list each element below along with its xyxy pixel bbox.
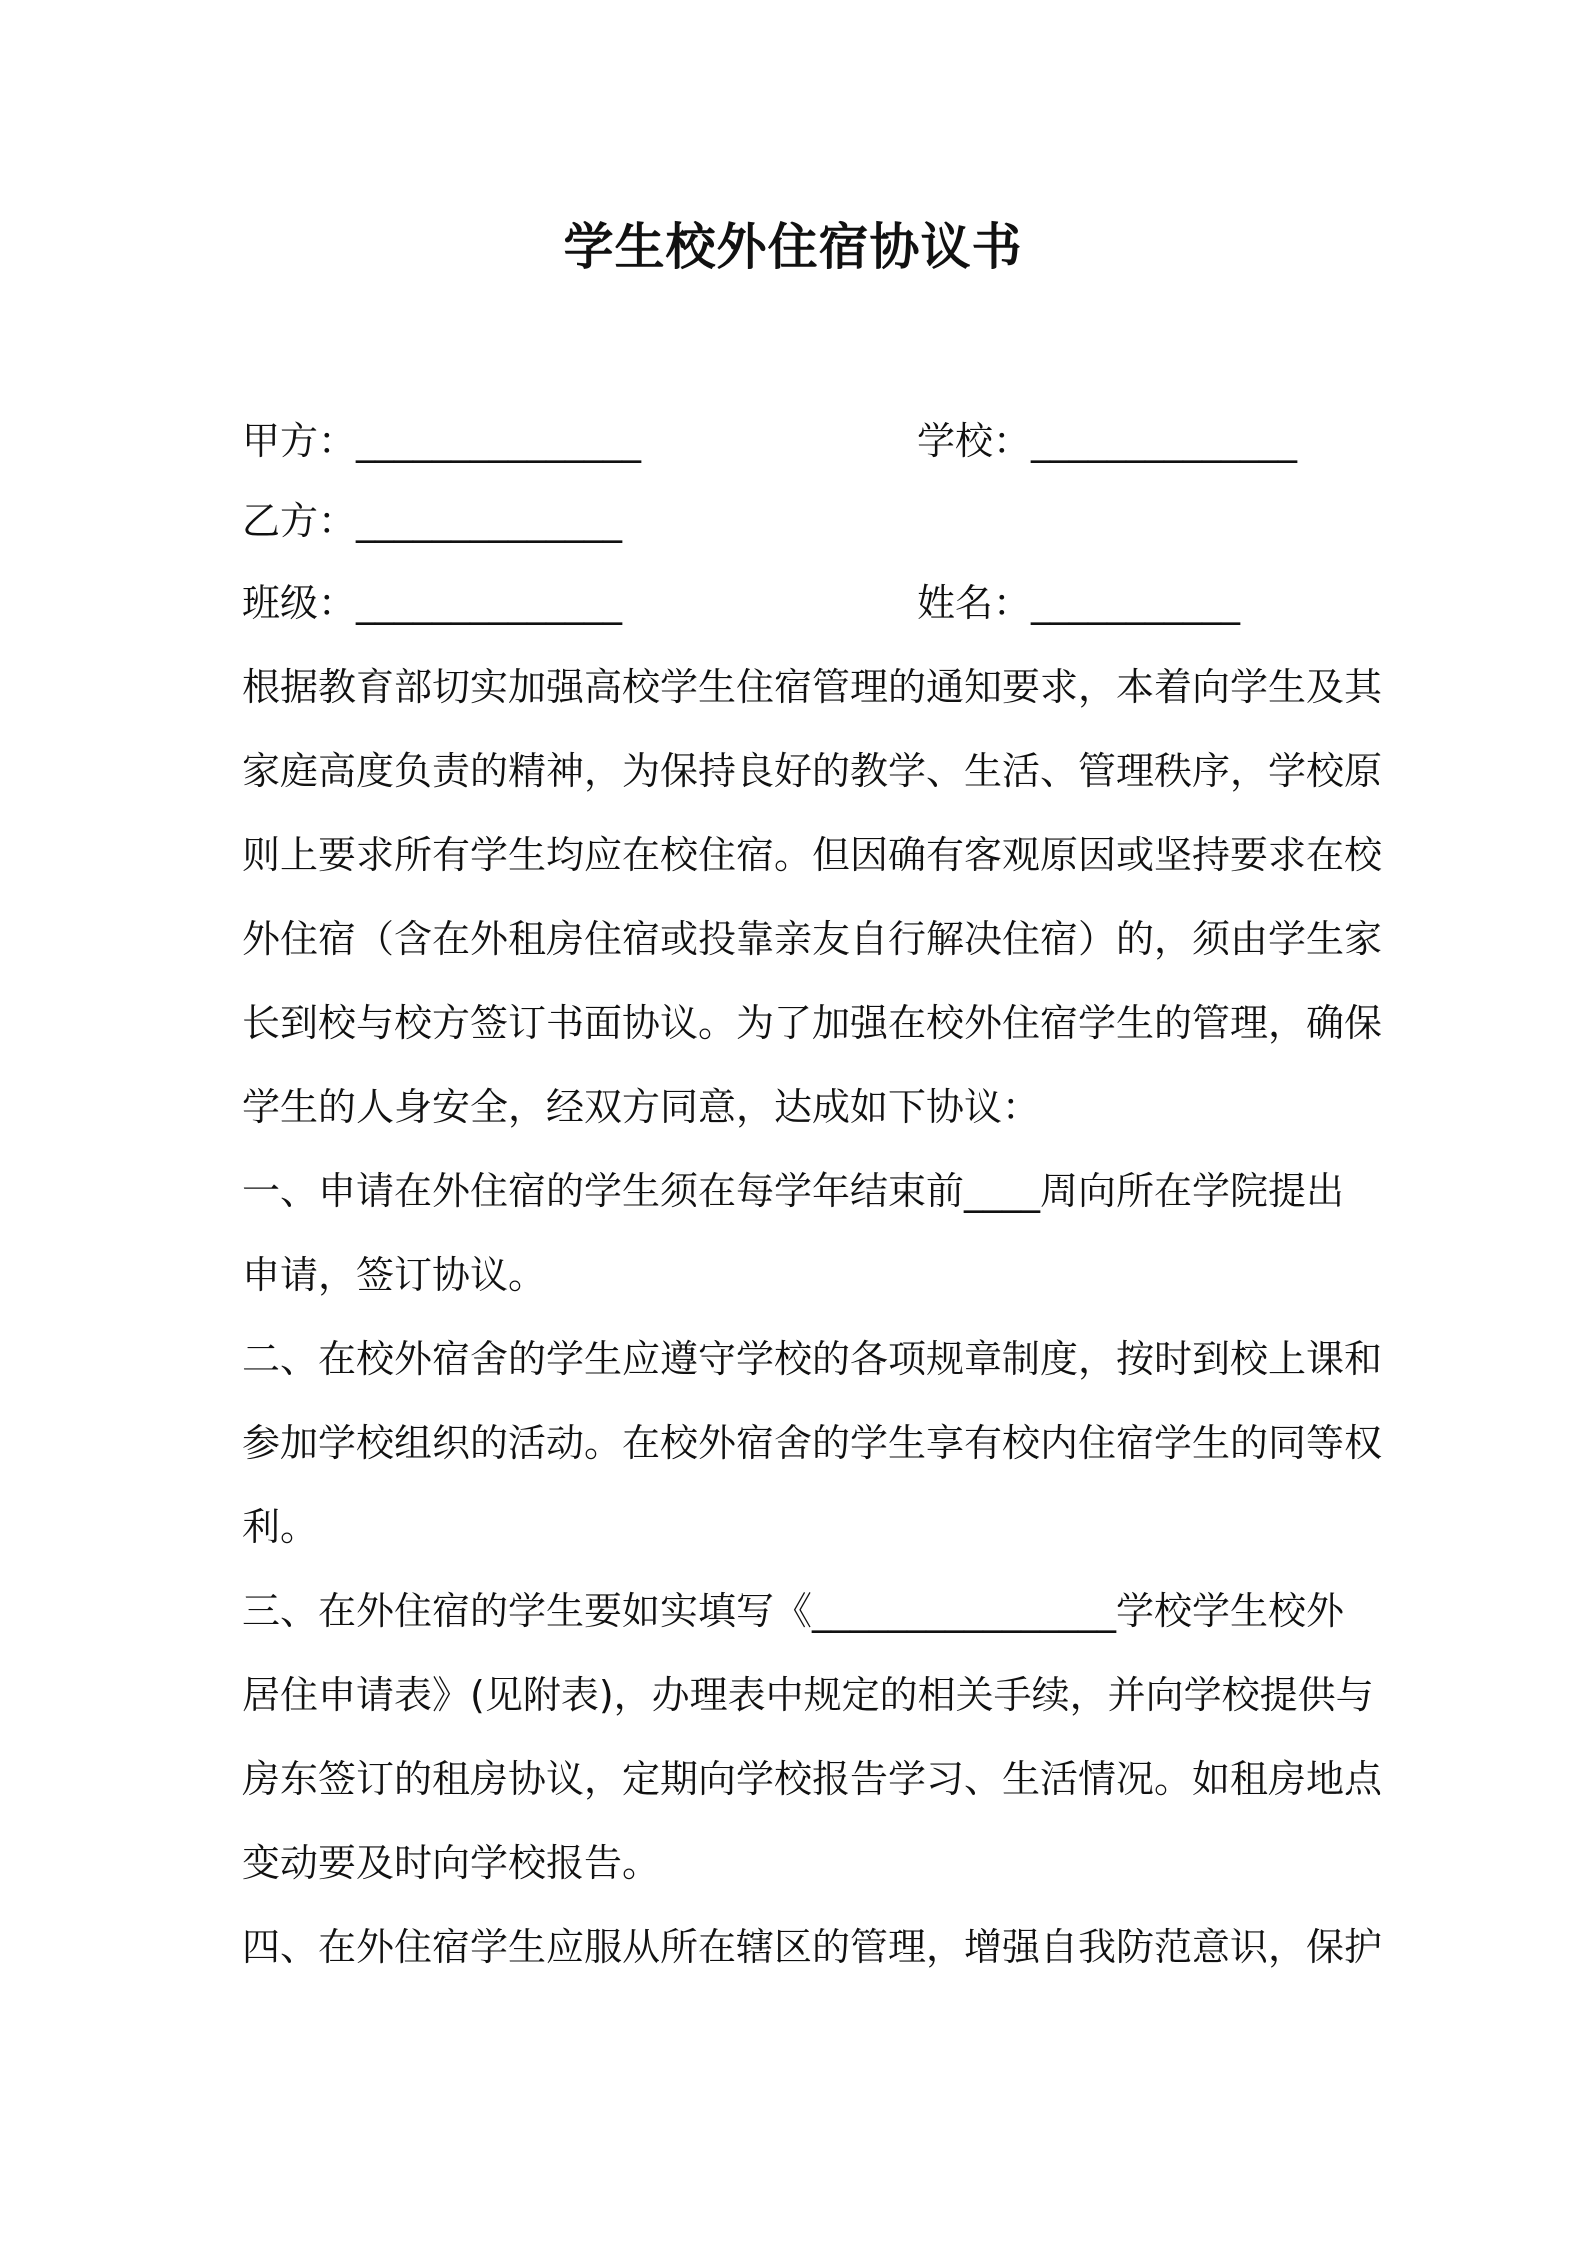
- paragraph-line: 外住宿（含在外租房住宿或投靠亲友自行解决住宿）的，须由学生家: [242, 917, 1383, 961]
- field-party-a: 甲方：_______________: [242, 419, 642, 463]
- field-name: 姓名：___________: [917, 581, 1241, 625]
- paragraph-line: 则上要求所有学生均应在校住宿。但因确有客观原因或坚持要求在校: [242, 833, 1383, 877]
- clause-line: 二、在校外宿舍的学生应遵守学校的各项规章制度，按时到校上课和: [242, 1337, 1383, 1381]
- clause-line: 参加学校组织的活动。在校外宿舍的学生享有校内住宿学生的同等权: [242, 1421, 1383, 1465]
- paragraph-line: 长到校与校方签订书面协议。为了加强在校外住宿学生的管理，确保: [242, 1001, 1383, 1045]
- paragraph-line: 家庭高度负责的精神，为保持良好的教学、生活、管理秩序，学校原: [242, 749, 1383, 793]
- paragraph-line: 学生的人身安全，经双方同意，达成如下协议：: [242, 1085, 1041, 1129]
- clause-line: 变动要及时向学校报告。: [242, 1841, 661, 1885]
- field-school: 学校：______________: [917, 419, 1298, 463]
- clause-line: 一、申请在外住宿的学生须在每学年结束前____周向所在学院提出: [242, 1169, 1345, 1213]
- clause-line: 申请，签订协议。: [242, 1253, 547, 1297]
- field-class: 班级：______________: [242, 581, 623, 625]
- clause-line: 居住申请表》(见附表)，办理表中规定的相关手续，并向学校提供与: [242, 1673, 1374, 1717]
- clause-line: 三、在外住宿的学生要如实填写《________________学校学生校外: [242, 1589, 1345, 1633]
- paragraph-line: 根据教育部切实加强高校学生住宿管理的通知要求，本着向学生及其: [242, 665, 1383, 709]
- field-party-b: 乙方：______________: [242, 499, 623, 543]
- document-title: 学生校外住宿协议书: [563, 218, 1023, 276]
- clause-line: 房东签订的租房协议，定期向学校报告学习、生活情况。如租房地点: [242, 1757, 1383, 1801]
- clause-line: 利。: [242, 1505, 319, 1549]
- clause-line: 四、在外住宿学生应服从所在辖区的管理，增强自我防范意识，保护: [242, 1925, 1383, 1969]
